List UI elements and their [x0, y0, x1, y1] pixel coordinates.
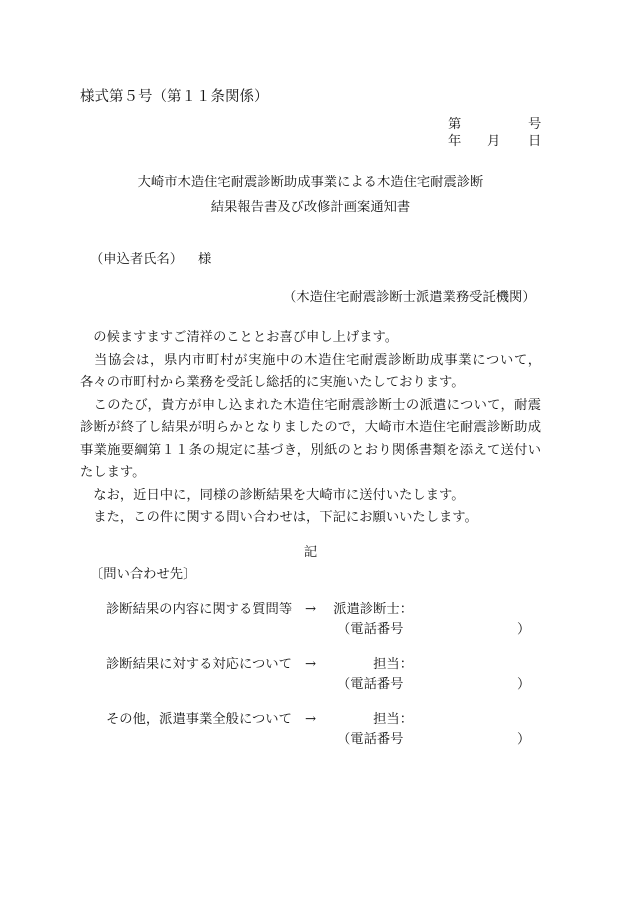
date-year-label: 年 [448, 134, 462, 149]
contact-subject: その他，派遣事業全般について [106, 712, 292, 727]
addressee-name-label: （申込者氏名） [90, 252, 184, 267]
date-day-label: 日 [528, 134, 542, 149]
body-line: 各々の市町村から業務を受託し総括的に実施いたしております。 [80, 375, 465, 390]
body-line: 当協会は，県内市町村が実施中の木造住宅耐震診断助成事業について， [80, 352, 541, 368]
contact-responder: 担当： [373, 712, 413, 727]
date-month-label: 月 [487, 134, 501, 149]
document-title-line-1: 大崎市木造住宅耐震診断助成事業による木造住宅耐震診断 [137, 175, 484, 190]
arrow-right-icon: → [305, 657, 317, 672]
contact-subject: 診断結果の内容に関する質問等 [106, 602, 293, 617]
form-number: 様式第５号（第１１条関係） [80, 89, 269, 105]
phone-number-label: （電話番号 [337, 622, 404, 637]
reference-number-suffix: 号 [528, 117, 542, 132]
body-line: なお，近日中に，同様の診断結果を大崎市に送付いたします。 [80, 487, 465, 503]
phone-number-label: （電話番号 [337, 677, 404, 692]
contact-subject: 診断結果に対する対応について [106, 657, 292, 672]
body-line: 診断が終了し結果が明らかとなりましたので，大崎市木造住宅耐震診断助成 [80, 420, 541, 435]
body-line: このたび，貴方が申し込まれた木造住宅耐震診断士の派遣について，耐震 [80, 397, 541, 413]
phone-number-close-paren: ） [517, 622, 531, 637]
body-line: たします。 [80, 465, 146, 480]
phone-number-close-paren: ） [517, 732, 531, 747]
addressee-honorific: 様 [198, 252, 212, 267]
arrow-right-icon: → [305, 712, 317, 727]
letter-body [80, 327, 541, 530]
contact-responder: 担当： [373, 657, 413, 672]
sender-organization: （木造住宅耐震診断士派遣業務受託機関） [283, 290, 536, 305]
reference-number-prefix: 第 [448, 117, 462, 132]
body-line: の候ますますご清祥のこととお喜び申し上げます。 [80, 330, 399, 345]
contact-heading: 〔問い合わせ先〕 [90, 567, 197, 582]
ki-heading: 記 [303, 545, 318, 560]
contact-responder: 派遣診断士： [333, 602, 413, 617]
arrow-right-icon: → [305, 602, 317, 617]
body-line: 事業施要綱第１１条の規定に基づき，別紙のとおり関係書類を添えて送付い [80, 442, 541, 458]
contact-entry-general [0, 712, 630, 752]
document-title-line-2: 結果報告書及び改修計画案通知書 [210, 200, 411, 215]
contact-entry-diagnosis-questions [0, 602, 630, 642]
phone-number-close-paren: ） [517, 677, 531, 692]
body-line: また，この件に関する問い合わせは，下記にお願いいたします。 [80, 510, 478, 525]
phone-number-label: （電話番号 [337, 732, 404, 747]
contact-entry-diagnosis-response [0, 657, 630, 697]
